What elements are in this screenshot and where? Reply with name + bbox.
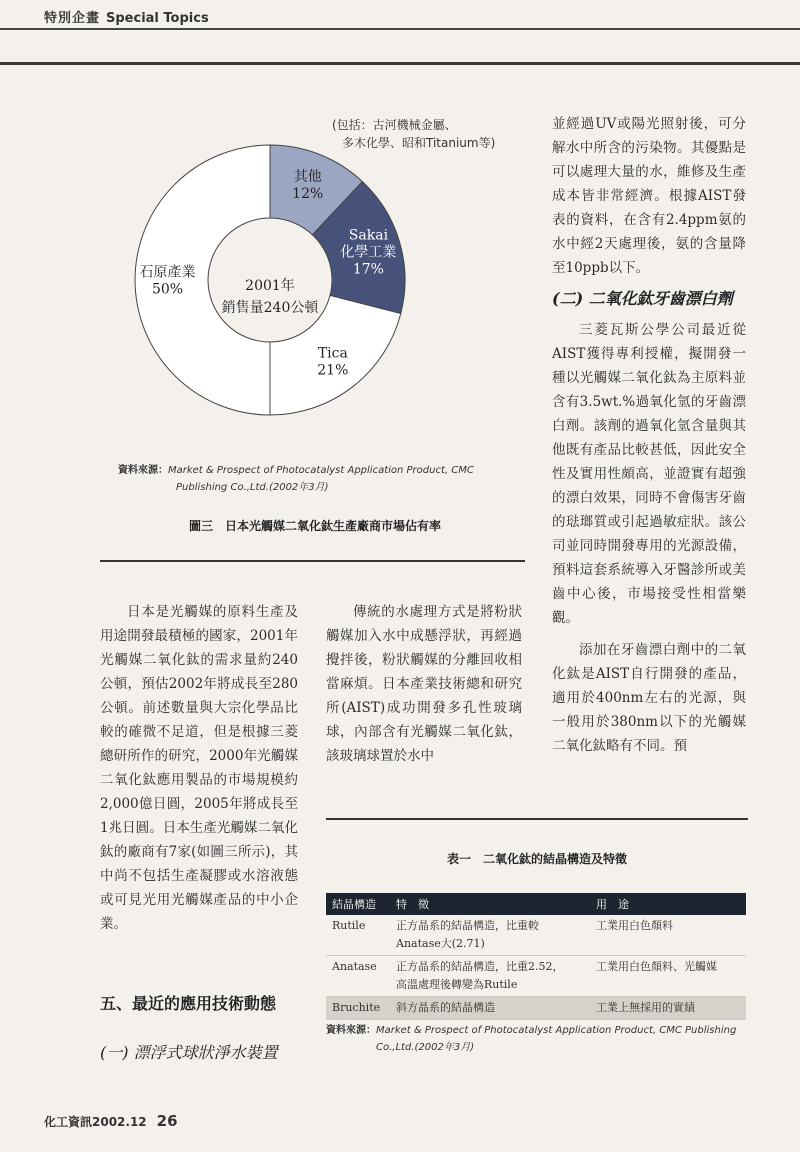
table-source-line2: Co.,Ltd.(2002年3月) [376, 1042, 475, 1053]
feature-line: Anatase大(2.71) [396, 937, 485, 950]
section-label-zh: 特別企畫 [44, 11, 101, 26]
header-rule-thick [0, 62, 800, 65]
table-cell: 工業用白色顏料 [590, 915, 746, 956]
column-left [100, 600, 298, 936]
subsection-heading-2: (二) 二氧化鈦牙齒漂白劑 [552, 289, 733, 308]
subsection-heading-1: (一) 漂浮式球狀淨水裝置 [100, 1043, 278, 1062]
paragraph: 添加在牙齒漂白劑中的二氧化鈦是AIST自行開發的產品，適用於400nm左右的光源，與一般用於380nm以下的光觸媒二氧化鈦略有不同。預 [552, 642, 746, 754]
table-caption: 表一 二氧化鈦的結晶構造及特徵 [446, 852, 627, 866]
paragraph: 並經過UV或陽光照射後，可分解水中所含的污染物。其優點是可以處理大量的水，維修及生產成本皆非常經濟。根據AIST發表的資料，在含有2.4ppm氨的水中經2天處理後，氨的含量降至10ppb以下。 [552, 116, 746, 276]
section-heading: 五、最近的應用技術動態 [100, 994, 277, 1013]
table-row [326, 997, 746, 1020]
table-cell: 斜方晶系的結晶構造 [390, 997, 590, 1020]
chart-source-line2: Publishing Co.,Ltd.(2002年3月) [176, 482, 329, 493]
table-header: 用 途 [590, 893, 746, 915]
donut-chart [130, 140, 410, 420]
slice-name-label: 其他 [293, 169, 322, 186]
column-right [552, 112, 746, 758]
chart-source [118, 462, 538, 496]
slice-name-label: 石原產業 [139, 264, 196, 281]
magazine-issue: 化工資訊2002.12 [44, 1115, 147, 1129]
table-row [326, 956, 746, 997]
table-header: 結晶構造 [326, 893, 390, 915]
table-cell [390, 915, 590, 956]
table-cell: Anatase [326, 956, 390, 997]
paragraph: 傳統的水處理方式是將粉狀觸媒加入水中成懸浮狀，再經過攪拌後，粉狀觸媒的分離回收相當麻煩。日本產業技術總和研究所(AIST)成功開發多孔性玻璃球，內部含有光觸媒二氧化鈦，該玻璃球置於水中 [326, 604, 522, 764]
table-cell [390, 956, 590, 997]
slice-name-label: Tica [317, 345, 348, 362]
chart-source-line1: Market & Prospect of Photocatalyst Application Product, CMC [168, 465, 474, 476]
section-label [44, 7, 209, 26]
table-source-line1: Market & Prospect of Photocatalyst Application Product, CMC Publishing [376, 1025, 737, 1036]
slice-value-label: 12% [292, 186, 324, 203]
table-cell: 工業上無採用的實績 [590, 997, 746, 1020]
table-cell: Rutile [326, 915, 390, 956]
table-source-label: 資料來源： [326, 1025, 376, 1036]
page-number: 26 [156, 1112, 178, 1130]
page-footer [44, 1112, 178, 1130]
feature-line: 正方晶系的結晶構造，比重2.52， [396, 960, 564, 973]
chart-note-line1: (包括：古河機械金屬、 [332, 118, 457, 132]
table-header: 特 徵 [390, 893, 590, 915]
paragraph: 日本是光觸媒的原料生產及用途開發最積極的國家，2001年光觸媒二氧化鈦的需求量約240公頓，預估2002年將成長至280公頓。前述數量與大宗化學品比較的確微不足道，但是根據三菱總研所作的研究，2000年光觸媒二氧化鈦應用製品的市場規模約2,000億日圓，2005年將成長至1兆日圓。日本生產光觸媒二氧化鈦的廠商有7家(如圖三所示)，其中尚不包括生產凝膠或水溶液態或可見光用光觸媒產品的中小企業。 [100, 604, 298, 932]
table-cell: 工業用白色顏料、光觸媒 [590, 956, 746, 997]
table-cell: Bruchite [326, 997, 390, 1020]
column-rule [100, 560, 525, 562]
feature-line: 高溫處理後轉變為Rutile [396, 978, 518, 991]
table-header-row [326, 893, 746, 915]
center-label-line2: 銷售量240公頓 [221, 300, 319, 316]
header-rule [0, 28, 800, 30]
chart-note-line2: 多木化學、昭和Titanium等) [342, 136, 496, 150]
table-source [326, 1022, 746, 1056]
figure-caption: 圖三 日本光觸媒二氧化鈦生產廠商市場佔有率 [188, 519, 441, 533]
slice-name-label: Sakai [348, 227, 389, 244]
center-label-line1: 2001年 [245, 278, 295, 294]
table-row [326, 915, 746, 956]
slice-value-label: 50% [151, 281, 184, 298]
slice-name-label: 化學工業 [340, 244, 397, 261]
section-label-en: Special Topics [106, 11, 209, 26]
slice-value-label: 17% [352, 261, 384, 278]
paragraph: 三菱瓦斯公學公司最近從AIST獲得專利授權，擬開發一種以光觸媒二氧化鈦為主原料並含有3.5wt.%過氧化氫的牙齒漂白劑。該劑的過氧化氫含量與其他既有產品比較甚低，因此安全性及實用性頗高，並證實有超強的漂白效果，同時不會傷害牙齒的琺瑯質或引起過敏症狀。該公司並同時開發專用的光源設備，預料這套系統導入牙醫診所或美齒中心後，市場接受性相當樂觀。 [552, 322, 746, 626]
crystal-table [326, 893, 746, 1020]
feature-line: 正方晶系的結晶構造，比重較 [396, 919, 539, 932]
table-rule [326, 818, 748, 820]
column-middle [326, 600, 522, 768]
slice-value-label: 21% [317, 362, 349, 379]
chart-source-label: 資料來源： [118, 465, 168, 476]
